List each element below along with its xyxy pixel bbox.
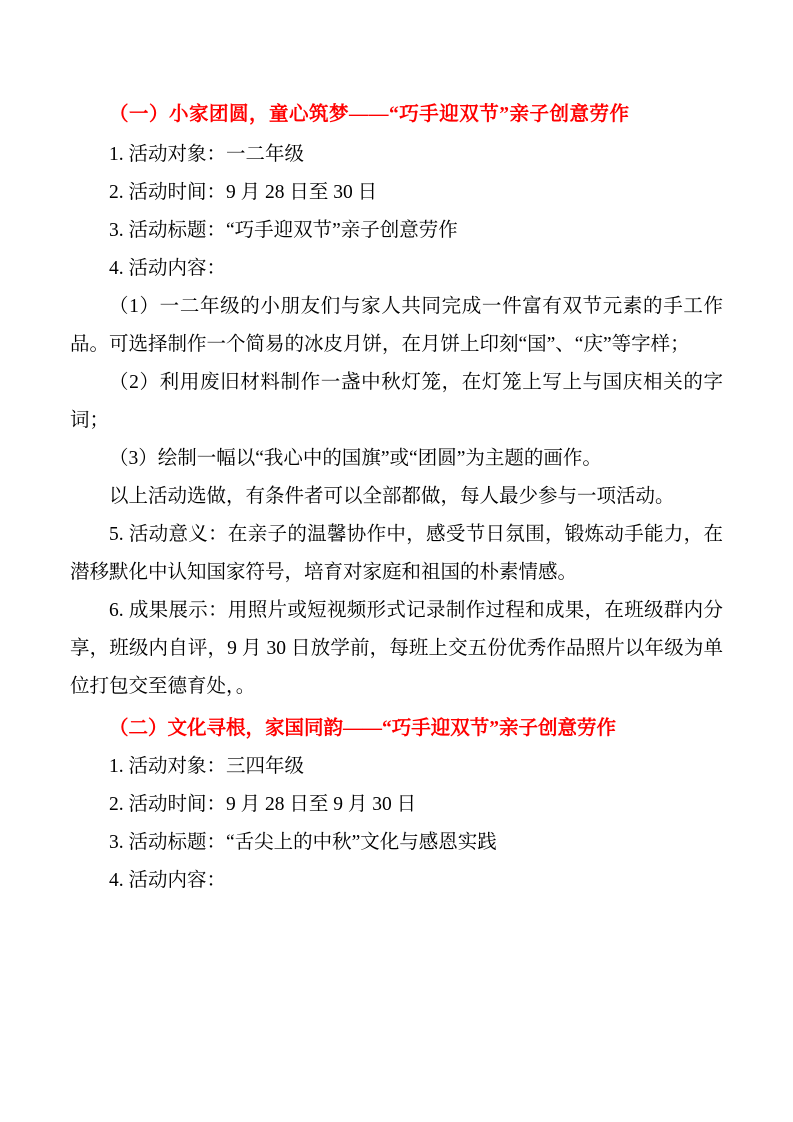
section-heading-1: （一）小家团圆，童心筑梦——“巧手迎双节”亲子创意劳作 <box>109 104 630 125</box>
section-2-item-2: 2. 活动时间：9 月 28 日至 9 月 30 日 <box>109 794 417 816</box>
section-2-item-1: 1. 活动对象：三四年级 <box>109 756 305 778</box>
section-1-content-3: （3）绘制一幅以“我心中的国旗”或“团圆”为主题的画作。 <box>109 448 602 470</box>
section-1-item-3: 3. 活动标题：“巧手迎双节”亲子创意劳作 <box>109 220 458 242</box>
section-1-item-4: 4. 活动内容： <box>109 258 227 280</box>
section-2-item-4: 4. 活动内容： <box>109 870 227 892</box>
section-1-content-6: 6. 成果展示：用照片或短视频形式记录制作过程和成果，在班级群内分享，班级内自评，9 月 30 日放学前，每班上交五份优秀作品照片以年级为单位打包交至德育处，。 <box>70 600 723 698</box>
section-1-content-4: 以上活动选做，有条件者可以全部都做，每人最少参与一项活动。 <box>109 486 675 508</box>
section-1-item-2: 2. 活动时间：9 月 28 日至 30 日 <box>109 182 378 204</box>
section-1-content-2: （2）利用废旧材料制作一盏中秋灯笼，在灯笼上写上与国庆相关的字词； <box>70 372 723 432</box>
section-2-item-3: 3. 活动标题：“舌尖上的中秋”文化与感恩实践 <box>109 832 497 854</box>
section-1-content-1: （1）一二年级的小朋友们与家人共同完成一件富有双节元素的手工作品。可选择制作一个简易的冰皮月饼，在月饼上印刻“国”、“庆”等字样； <box>70 296 723 356</box>
section-1-item-1: 1. 活动对象：一二年级 <box>109 144 305 166</box>
document-body <box>70 96 723 900</box>
section-heading-2: （二）文化寻根，家国同韵——“巧手迎双节”亲子创意劳作 <box>109 718 617 740</box>
section-1-content-5: 5. 活动意义：在亲子的温馨协作中，感受节日氛围，锻炼动手能力，在潜移默化中认知国家符号，培育对家庭和祖国的朴素情感。 <box>70 524 723 584</box>
